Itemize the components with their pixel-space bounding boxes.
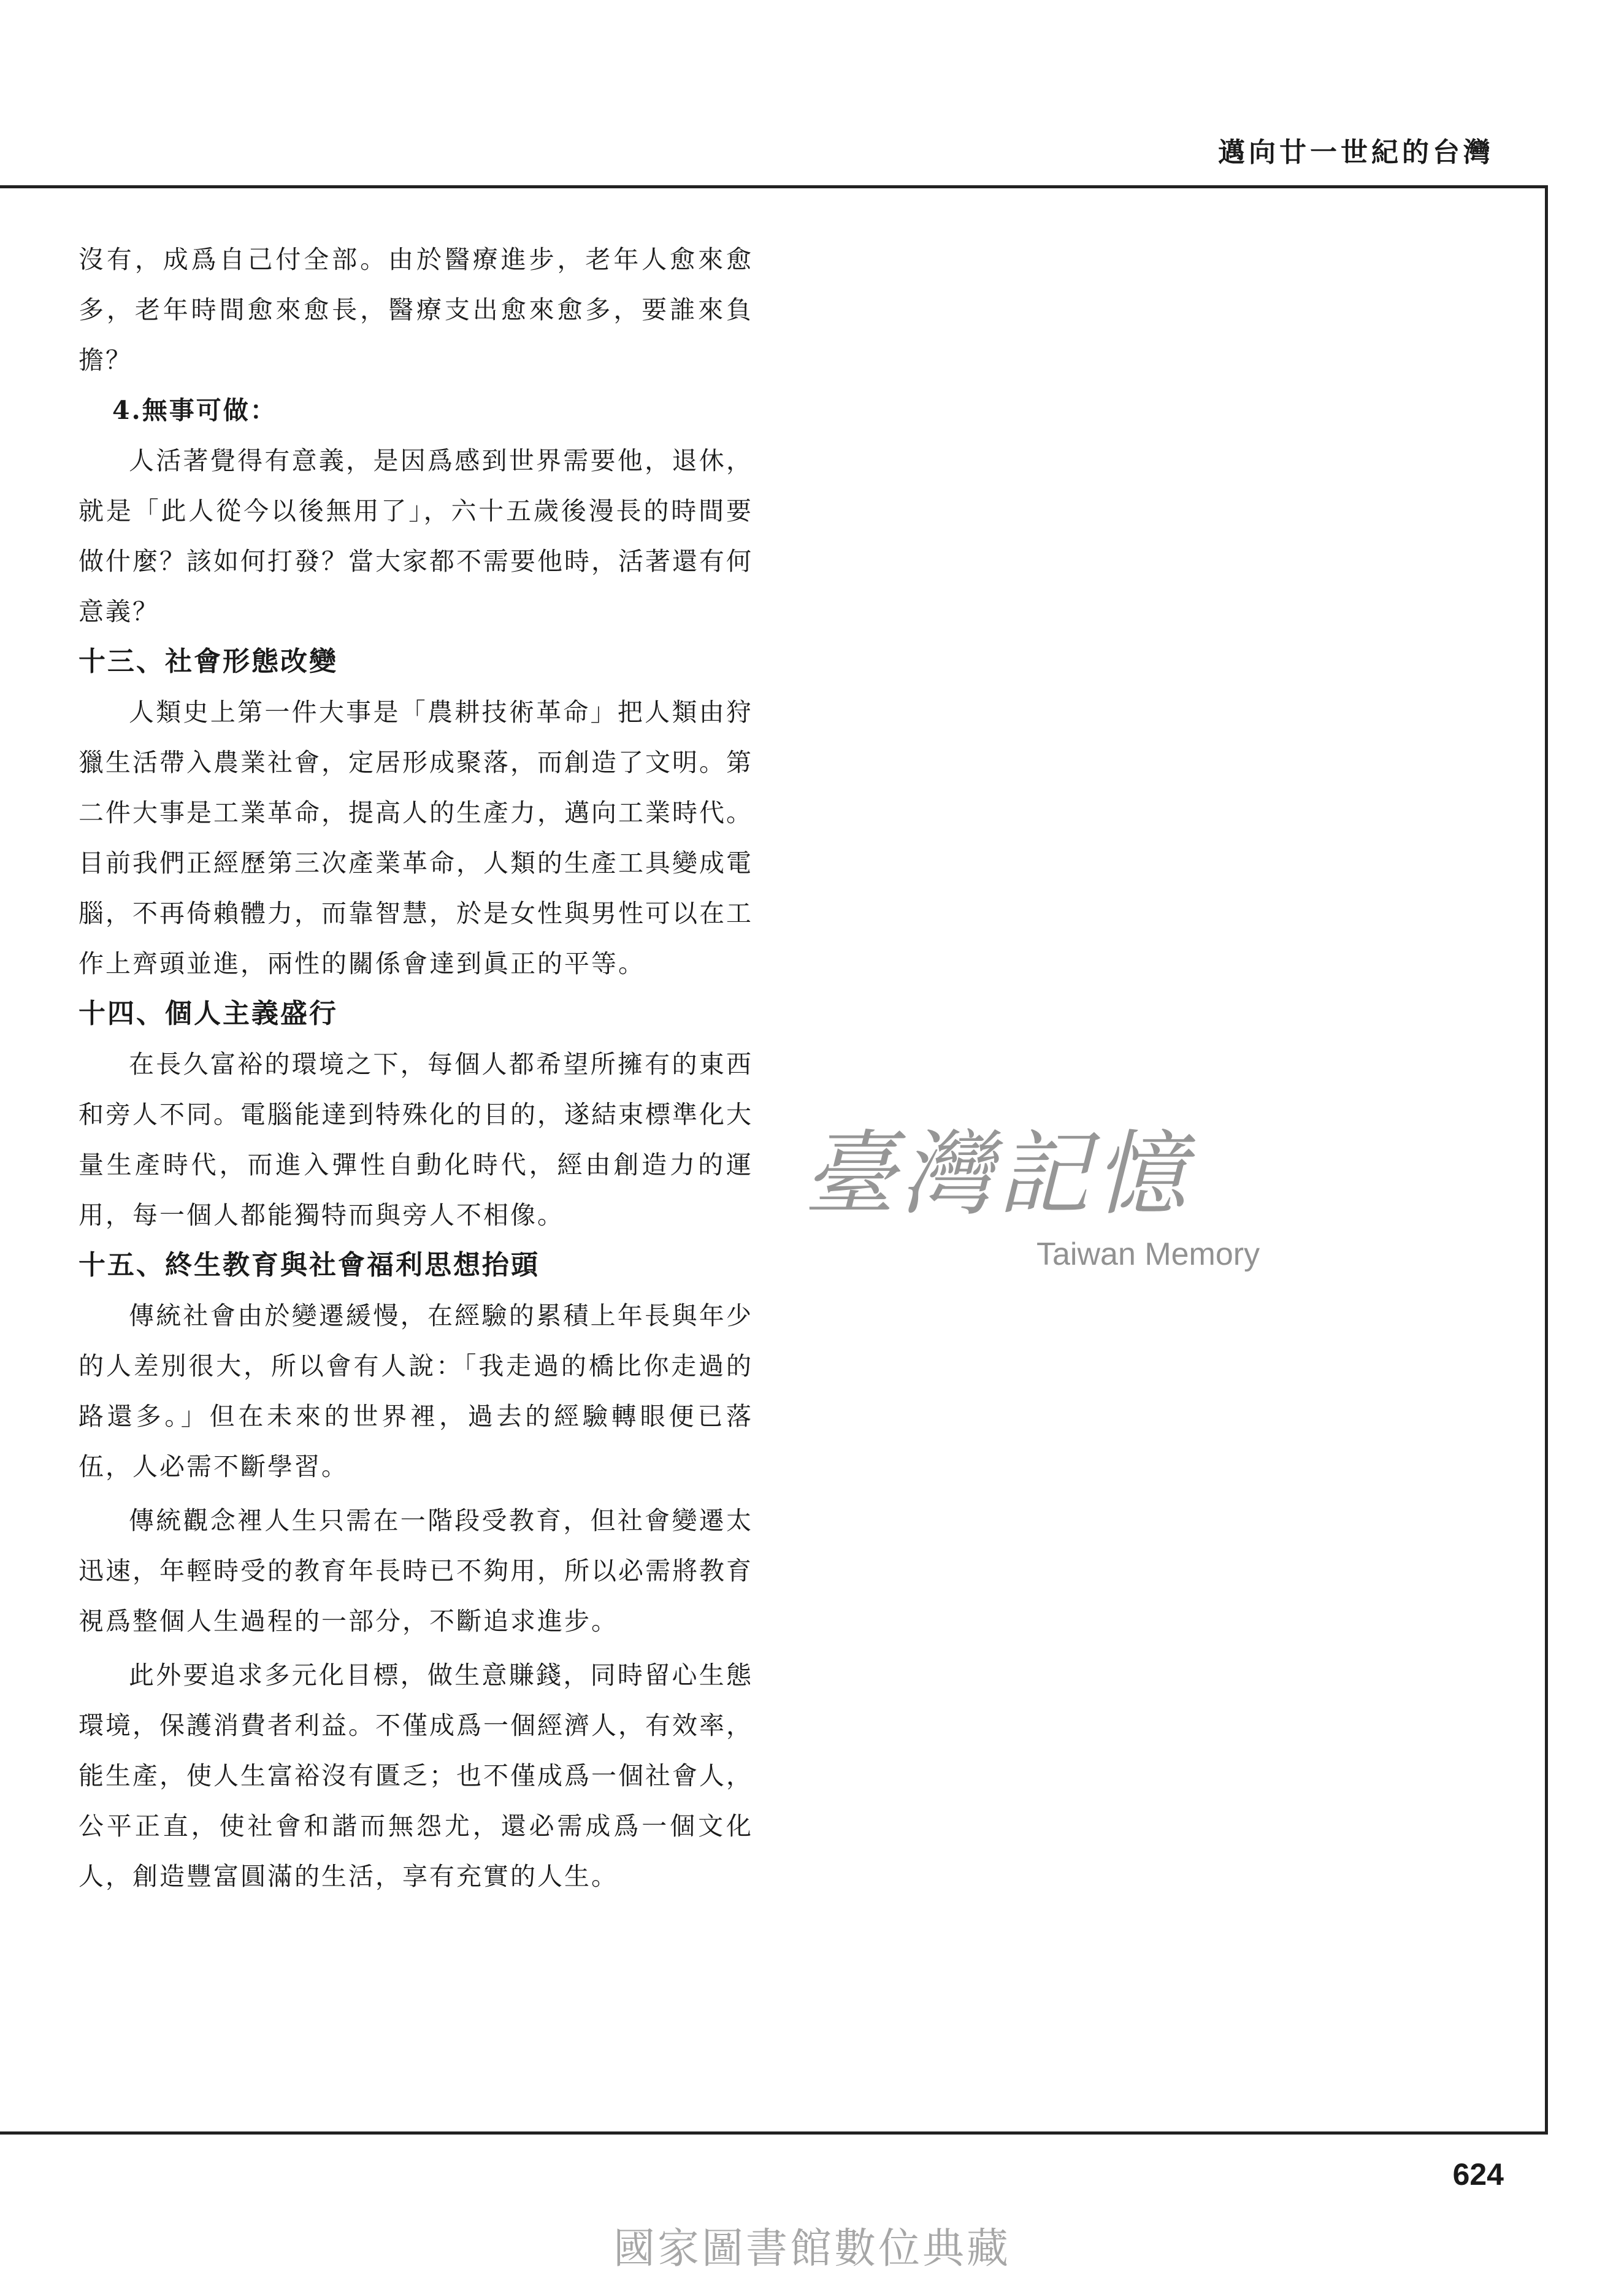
watermark-latin-text: Taiwan Memory xyxy=(1036,1237,1260,1272)
paragraph-diverse-goals: 此外要追求多元化目標，做生意賺錢，同時留心生態環境，保護消費者利益。不僅成爲一個經濟人，有效率，能生產，使人生富裕沒有匱乏；也不僅成爲一個社會人，公平正直，使社會和諧而無怨尤，還必需成爲一個文化人，創造豐富圓滿的生活，享有充實的人生。 xyxy=(79,1660,753,1891)
watermark-cjk-text: 臺灣記憶 xyxy=(803,1121,1192,1228)
paragraph-continuation: 沒有，成爲自己付全部。由於醫療進步，老年人愈來愈多，老年時間愈來愈長，醫療支出愈來愈多，要誰來負擔？ xyxy=(79,245,753,375)
paragraph-social-change: 人類史上第一件大事是「農耕技術革命」把人類由狩獵生活帶入農業社會，定居形成聚落，而創造了文明。第二件大事是工業革命，提高人的生產力，邁向工業時代。目前我們正經歷第三次產業革命，人類的生產工具變成電腦，不再倚賴體力，而靠智慧，於是女性與男性可以在工作上齊頭並進，兩性的關係會達到眞正的平等。 xyxy=(79,697,753,978)
section-heading-15: 十五、終生教育與社會福利思想抬頭 xyxy=(79,1249,540,1281)
running-header-title: 邁向廿一世紀的台灣 xyxy=(1218,137,1494,168)
paragraph-education-stages: 傳統觀念裡人生只需在一階段受教育，但社會變遷太迅速，年輕時受的教育年長時已不夠用，所以必需將教育視爲整個人生過程的一部分，不斷追求進步。 xyxy=(79,1506,753,1636)
subheading-item-4: 4.無事可做： xyxy=(112,396,277,425)
main-text-column xyxy=(79,234,753,1901)
page-number: 624 xyxy=(1452,2157,1504,2192)
library-digital-archive-mark: 國家圖書館數位典藏 xyxy=(613,2225,1011,2273)
paragraph-nothing-to-do: 人活著覺得有意義，是因爲感到世界需要他，退休，就是「此人從今以後無用了」，六十五歲後漫長的時間要做什麼？該如何打發？當大家都不需要他時，活著還有何意義？ xyxy=(79,446,753,626)
section-heading-14: 十四、個人主義盛行 xyxy=(79,998,338,1029)
section-heading-13: 十三、社會形態改變 xyxy=(79,646,338,677)
paragraph-individualism: 在長久富裕的環境之下，每個人都希望所擁有的東西和旁人不同。電腦能達到特殊化的目的，遂結束標準化大量生產時代，而進入彈性自動化時代，經由創造力的運用，每一個人都能獨特而與旁人不相像。 xyxy=(79,1049,753,1230)
paragraph-lifelong-learning: 傳統社會由於變遷緩慢，在經驗的累積上年長與年少的人差別很大，所以會有人說：「我走過的橋比你走過的路還多。」但在未來的世界裡，過去的經驗轉眼便已落伍，人必需不斷學習。 xyxy=(79,1301,753,1481)
